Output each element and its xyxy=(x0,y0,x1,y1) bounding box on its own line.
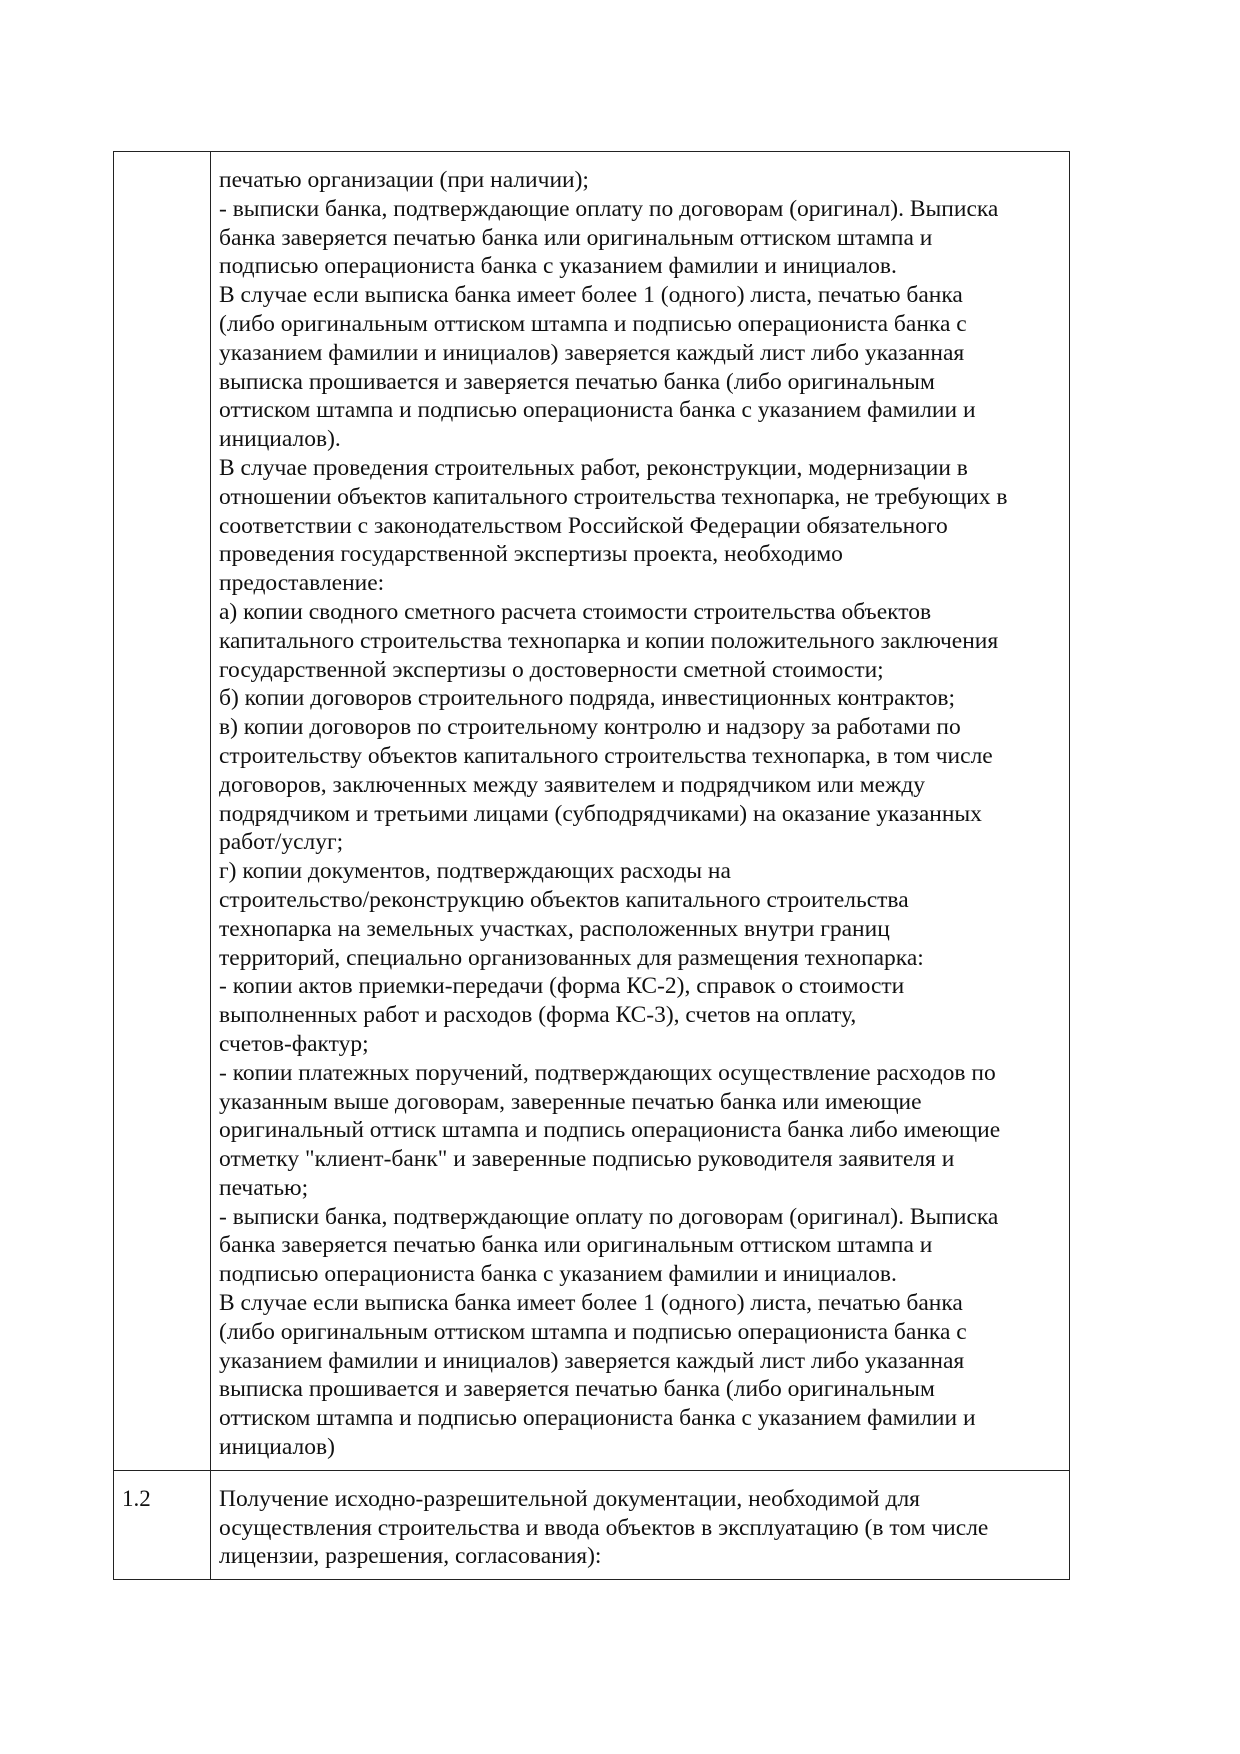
text-line: отношении объектов капитального строительства технопарка, не требующих в xyxy=(219,483,1008,510)
text-line: инициалов). xyxy=(219,426,341,453)
text-line: - копии актов приемки-передачи (форма КС-2), справок о стоимости xyxy=(219,973,905,1000)
text-line: подрядчиком и третьими лицами (субподрядчиками) на оказание указанных xyxy=(219,800,982,827)
text-line: оттиском штампа и подписью операциониста банка с указанием фамилии и xyxy=(219,397,976,424)
text-line: территорий, специально организованных для размещения технопарка: xyxy=(219,944,924,971)
text-line: (либо оригинальным оттиском штампа и подписью операциониста банка с xyxy=(219,1318,967,1345)
text-line: выполненных работ и расходов (форма КС-3), счетов на оплату, xyxy=(219,1002,857,1029)
text-line: инициалов) xyxy=(219,1434,335,1461)
text-line: - выписки банка, подтверждающие оплату по договорам (оригинал). Выписка xyxy=(219,1203,999,1230)
document-table xyxy=(113,151,1070,1580)
text-line: указанием фамилии и инициалов) заверяется каждый лист либо указанная xyxy=(219,1347,965,1374)
text-line: капитального строительства технопарка и копии положительного заключения xyxy=(219,627,999,654)
text-line: выписка прошивается и заверяется печатью банка (либо оригинальным xyxy=(219,368,935,395)
row-text-cell xyxy=(211,1470,1070,1579)
text-line: печатью организации (при наличии); xyxy=(219,167,589,193)
text-line: работ/услуг; xyxy=(219,829,344,856)
text-line: соответствии с законодательством Российской Федерации обязательного xyxy=(219,512,948,539)
text-line: в) копии договоров по строительному контролю и надзору за работами по xyxy=(219,714,961,741)
text-line: осуществления строительства и ввода объектов в эксплуатацию (в том числе xyxy=(219,1514,989,1541)
text-line: проведения государственной экспертизы проекта, необходимо xyxy=(219,541,843,568)
text-line: б) копии договоров строительного подряда, инвестиционных контрактов; xyxy=(219,685,956,712)
text-line: государственной экспертизы о достоверности сметной стоимости; xyxy=(219,656,884,683)
text-line: г) копии документов, подтверждающих расходы на xyxy=(219,858,731,885)
text-line: подписью операциониста банка с указанием фамилии и инициалов. xyxy=(219,253,897,280)
text-line: строительство/реконструкцию объектов капитального строительства xyxy=(219,886,909,913)
text-line: счетов-фактур; xyxy=(219,1030,369,1057)
row-number-cell: 1.2 xyxy=(114,1470,211,1579)
text-line: технопарка на земельных участках, расположенных внутри границ xyxy=(219,915,890,942)
text-line: лицензии, разрешения, согласования): xyxy=(219,1543,602,1570)
text-line: подписью операциониста банка с указанием фамилии и инициалов. xyxy=(219,1261,897,1288)
text-line: строительству объектов капитального строительства технопарка, в том числе xyxy=(219,742,993,769)
text-line: указанием фамилии и инициалов) заверяется каждый лист либо указанная xyxy=(219,339,965,366)
text-line: В случае если выписка банка имеет более 1 (одного) листа, печатью банка xyxy=(219,1290,963,1317)
text-line: выписка прошивается и заверяется печатью банка (либо оригинальным xyxy=(219,1376,935,1403)
text-line: оттиском штампа и подписью операциониста банка с указанием фамилии и xyxy=(219,1405,976,1432)
text-line: (либо оригинальным оттиском штампа и подписью операциониста банка с xyxy=(219,310,967,337)
text-line: а) копии сводного сметного расчета стоимости строительства объектов xyxy=(219,598,932,625)
text-line: В случае проведения строительных работ, реконструкции, модернизации в xyxy=(219,454,968,481)
text-line: указанным выше договорам, заверенные печатью банка или имеющие xyxy=(219,1088,922,1115)
text-line: банка заверяется печатью банка или оригинальным оттиском штампа и xyxy=(219,1232,933,1259)
text-line: отметку "клиент-банк" и заверенные подписью руководителя заявителя и xyxy=(219,1146,955,1173)
text-line: печатью; xyxy=(219,1174,309,1201)
text-line: - копии платежных поручений, подтверждающих осуществление расходов по xyxy=(219,1059,996,1086)
table-row xyxy=(114,1470,1070,1579)
text-line: Получение исходно-разрешительной документации, необходимой для xyxy=(219,1485,920,1512)
text-line: договоров, заключенных между заявителем и подрядчиком или между xyxy=(219,771,926,798)
text-line: банка заверяется печатью банка или оригинальным оттиском штампа и xyxy=(219,224,933,251)
row-number-cell xyxy=(114,152,211,1471)
row-text-cell xyxy=(211,152,1070,1471)
text-line: оригинальный оттиск штампа и подпись операциониста банка либо имеющие xyxy=(219,1117,1001,1144)
table-row xyxy=(114,152,1070,1471)
text-line: - выписки банка, подтверждающие оплату по договорам (оригинал). Выписка xyxy=(219,195,999,222)
text-line: В случае если выписка банка имеет более 1 (одного) листа, печатью банка xyxy=(219,282,963,309)
text-line: предоставление: xyxy=(219,570,385,597)
